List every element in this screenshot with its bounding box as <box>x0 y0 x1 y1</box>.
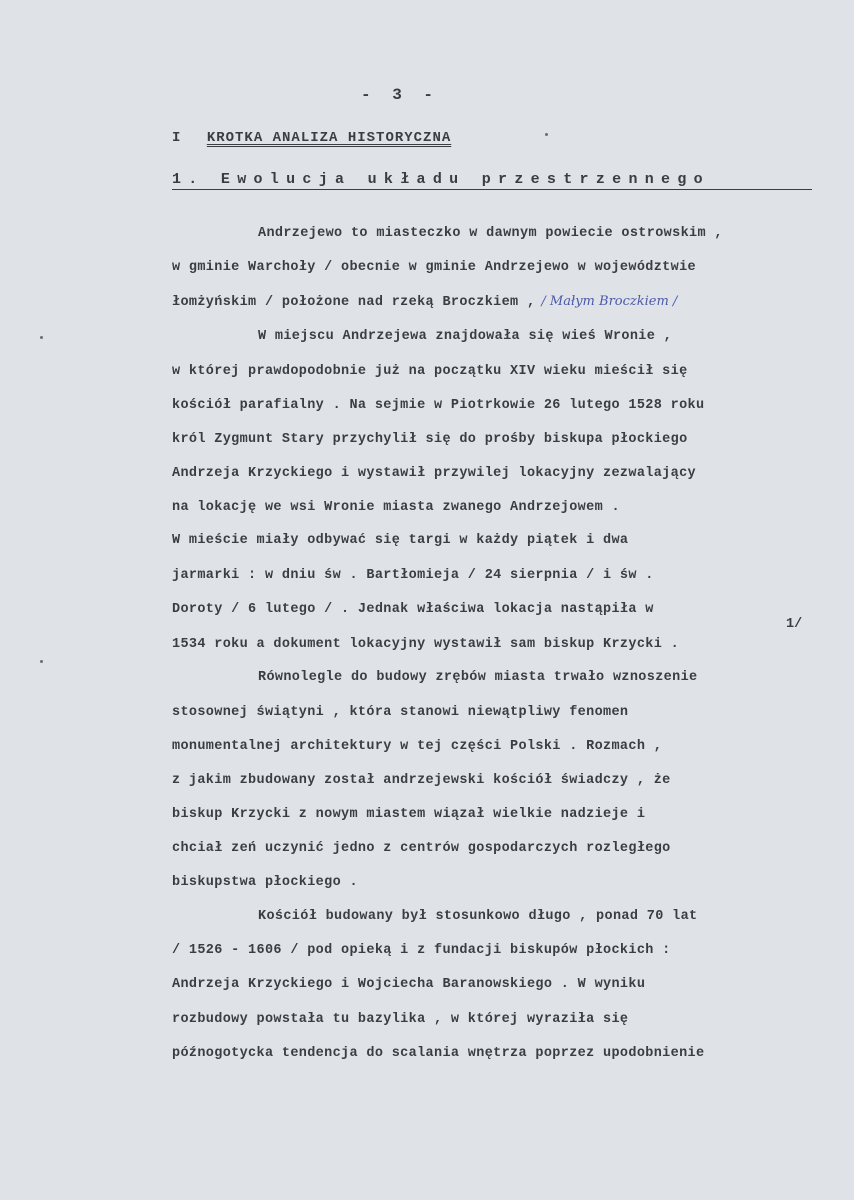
footnote-marker: 1/ <box>786 617 803 632</box>
text-line <box>172 294 677 310</box>
section-heading: 1. Ewolucja układu przestrzennego <box>172 171 812 190</box>
text-line: w której prawdopodobnie już na początku XIV wieku mieścił się <box>172 364 688 379</box>
text-line-content: łomżyńskim / położone nad rzeką Broczkiem , <box>172 295 536 310</box>
text-line: monumentalnej architektury w tej części Polski . Rozmach , <box>172 739 663 754</box>
speck-mark <box>545 133 548 136</box>
text-line: król Zygmunt Stary przychylił się do prośby biskupa płockiego <box>172 432 688 447</box>
text-line: 1534 roku a dokument lokacyjny wystawił sam biskup Krzycki . <box>172 637 680 652</box>
text-line: rozbudowy powstała tu bazylika , w której wyraziła się <box>172 1012 629 1027</box>
text-line: na lokację we wsi Wronie miasta zwanego Andrzejowem . <box>172 500 620 515</box>
text-line: W mieście miały odbywać się targi w każdy piątek i dwa <box>172 533 629 548</box>
text-line: chciał zeń uczynić jedno z centrów gospodarczych rozległego <box>172 841 671 856</box>
text-line: Andrzeja Krzyckiego i Wojciecha Baranowskiego . W wyniku <box>172 977 646 992</box>
chapter-number: I <box>172 130 182 146</box>
text-line: stosownej świątyni , która stanowi niewątpliwy fenomen <box>172 705 629 720</box>
text-line: późnogotycka tendencja do scalania wnętrza poprzez upodobnienie <box>172 1046 705 1061</box>
text-line: Kościół budowany był stosunkowo długo , ponad 70 lat <box>258 909 698 924</box>
text-line: / 1526 - 1606 / pod opieką i z fundacji biskupów płockich : <box>172 943 671 958</box>
text-line: biskup Krzycki z nowym miastem wiązał wielkie nadzieje i <box>172 807 646 822</box>
chapter-heading <box>172 130 451 146</box>
chapter-title: KROTKA ANALIZA HISTORYCZNA <box>206 130 452 146</box>
punch-hole-mark <box>40 660 43 663</box>
text-line: z jakim zbudowany został andrzejewski kościół świadczy , że <box>172 773 671 788</box>
text-line: biskupstwa płockiego . <box>172 875 358 890</box>
text-line: W miejscu Andrzejewa znajdowała się wieś Wronie , <box>258 329 673 344</box>
text-line: Andrzejewo to miasteczko w dawnym powiecie ostrowskim , <box>258 226 723 241</box>
text-line: jarmarki : w dniu św . Bartłomieja / 24 sierpnia / i św . <box>172 568 654 583</box>
handwritten-annotation: / Małym Broczkiem / <box>541 294 678 309</box>
page-number: - 3 - <box>360 86 439 104</box>
punch-hole-mark <box>40 336 43 339</box>
text-line: kościół parafialny . Na sejmie w Piotrkowie 26 lutego 1528 roku <box>172 398 705 413</box>
text-line: w gminie Warchoły / obecnie w gminie Andrzejewo w województwie <box>172 260 696 275</box>
text-line: Równolegle do budowy zrębów miasta trwało wznoszenie <box>258 670 698 685</box>
text-line: Andrzeja Krzyckiego i wystawił przywilej lokacyjny zezwalający <box>172 466 696 481</box>
text-line: Doroty / 6 lutego / . Jednak właściwa lokacja nastąpiła w <box>172 602 654 617</box>
